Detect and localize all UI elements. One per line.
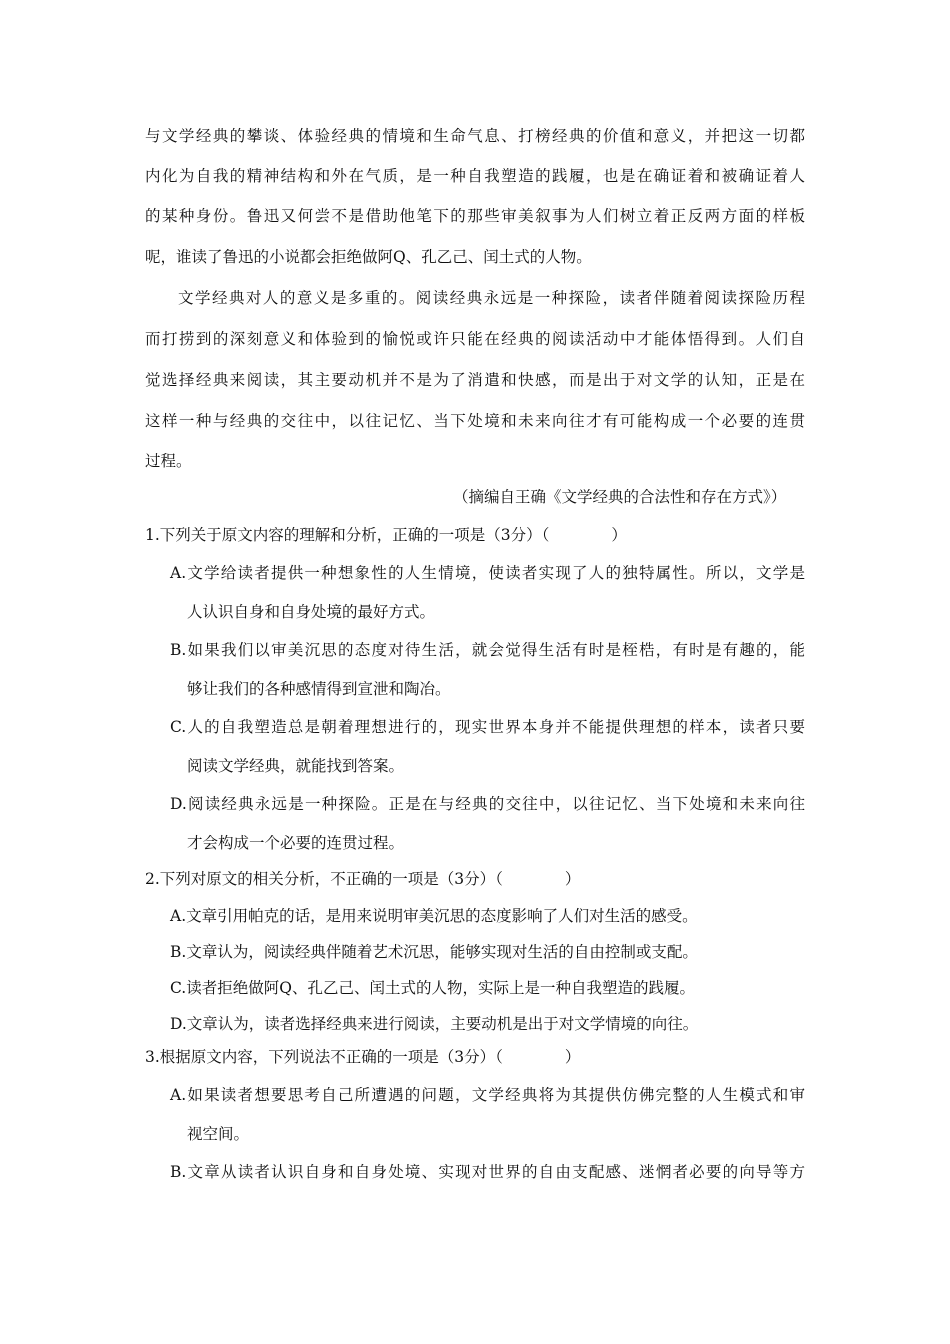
passage-line: 文学经典对人的意义是多重的。阅读经典永远是一种探险，读者伴随着阅读探险历程 <box>178 289 805 307</box>
question-1-option-c-cont: 阅读文学经典，就能找到答案。 <box>187 757 405 775</box>
passage-line: 与文学经典的攀谈、体验经典的情境和生命气息、打榜经典的价值和意义，并把这一切都 <box>145 127 805 145</box>
question-1-option-b: B.如果我们以审美沉思的态度对待生活，就会觉得生活有时是桎梏，有时是有趣的，能 <box>170 641 805 659</box>
question-2-option-a: A.文章引用帕克的话，是用来说明审美沉思的态度影响了人们对生活的感受。 <box>170 907 698 925</box>
passage-line: 而打捞到的深刻意义和体验到的愉悦或许只能在经典的阅读活动中才能体悟得到。人们自 <box>145 330 805 348</box>
question-3-stem: 3.根据原文内容，下列说法不正确的一项是（3分）（ ） <box>145 1048 581 1066</box>
question-1-option-a-cont: 人认识自身和自身处境的最好方式。 <box>187 603 436 621</box>
question-2-option-c: C.读者拒绝做阿Q、孔乙己、闰土式的人物，实际上是一种自我塑造的践履。 <box>170 979 695 997</box>
question-1-stem: 1.下列关于原文内容的理解和分析，正确的一项是（3分）（ ） <box>145 526 627 544</box>
passage-line: 呢，谁读了鲁迅的小说都会拒绝做阿Q、孔乙己、闰土式的人物。 <box>145 248 592 266</box>
question-1-option-d-cont: 才会构成一个必要的连贯过程。 <box>187 834 405 852</box>
passage-line: 觉选择经典来阅读，其主要动机并不是为了消遣和快感，而是出于对文学的认知，正是在 <box>145 371 805 389</box>
question-3-option-a-cont: 视空间。 <box>187 1125 250 1143</box>
passage-line: 这样一种与经典的交往中，以往记忆、当下处境和未来向往才有可能构成一个必要的连贯 <box>145 412 805 430</box>
question-3-option-a: A.如果读者想要思考自己所遭遇的问题，文学经典将为其提供仿佛完整的人生模式和审 <box>170 1086 805 1104</box>
question-3-option-b: B.文章从读者认识自身和自身处境、实现对世界的自由支配感、迷惘者必要的向导等方 <box>170 1163 805 1181</box>
passage-line: 过程。 <box>145 452 192 470</box>
question-2-option-b: B.文章认为，阅读经典伴随着艺术沉思，能够实现对生活的自由控制或支配。 <box>170 943 698 961</box>
question-1-option-d: D.阅读经典永远是一种探险。正是在与经典的交往中，以往记忆、当下处境和未来向往 <box>170 795 805 813</box>
passage-line: 的某种身份。鲁迅又何尝不是借助他笔下的那些审美叙事为人们树立着正反两方面的样板 <box>145 207 805 225</box>
question-2-stem: 2.下列对原文的相关分析，不正确的一项是（3分）（ ） <box>145 870 581 888</box>
question-1-option-c: C.人的自我塑造总是朝着理想进行的，现实世界本身并不能提供理想的样本，读者只要 <box>170 718 805 736</box>
question-1-option-a: A.文学给读者提供一种想象性的人生情境，使读者实现了人的独特属性。所以，文学是 <box>170 564 805 582</box>
source-citation: （摘编自王确《文学经典的合法性和存在方式》） <box>453 488 787 506</box>
passage-line: 内化为自我的精神结构和外在气质，是一种自我塑造的践履，也是在确证着和被确证着人 <box>145 167 805 185</box>
question-1-option-b-cont: 够让我们的各种感情得到宣泄和陶冶。 <box>187 680 451 698</box>
question-2-option-d: D.文章认为，读者选择经典来进行阅读，主要动机是出于对文学情境的向往。 <box>170 1015 699 1033</box>
